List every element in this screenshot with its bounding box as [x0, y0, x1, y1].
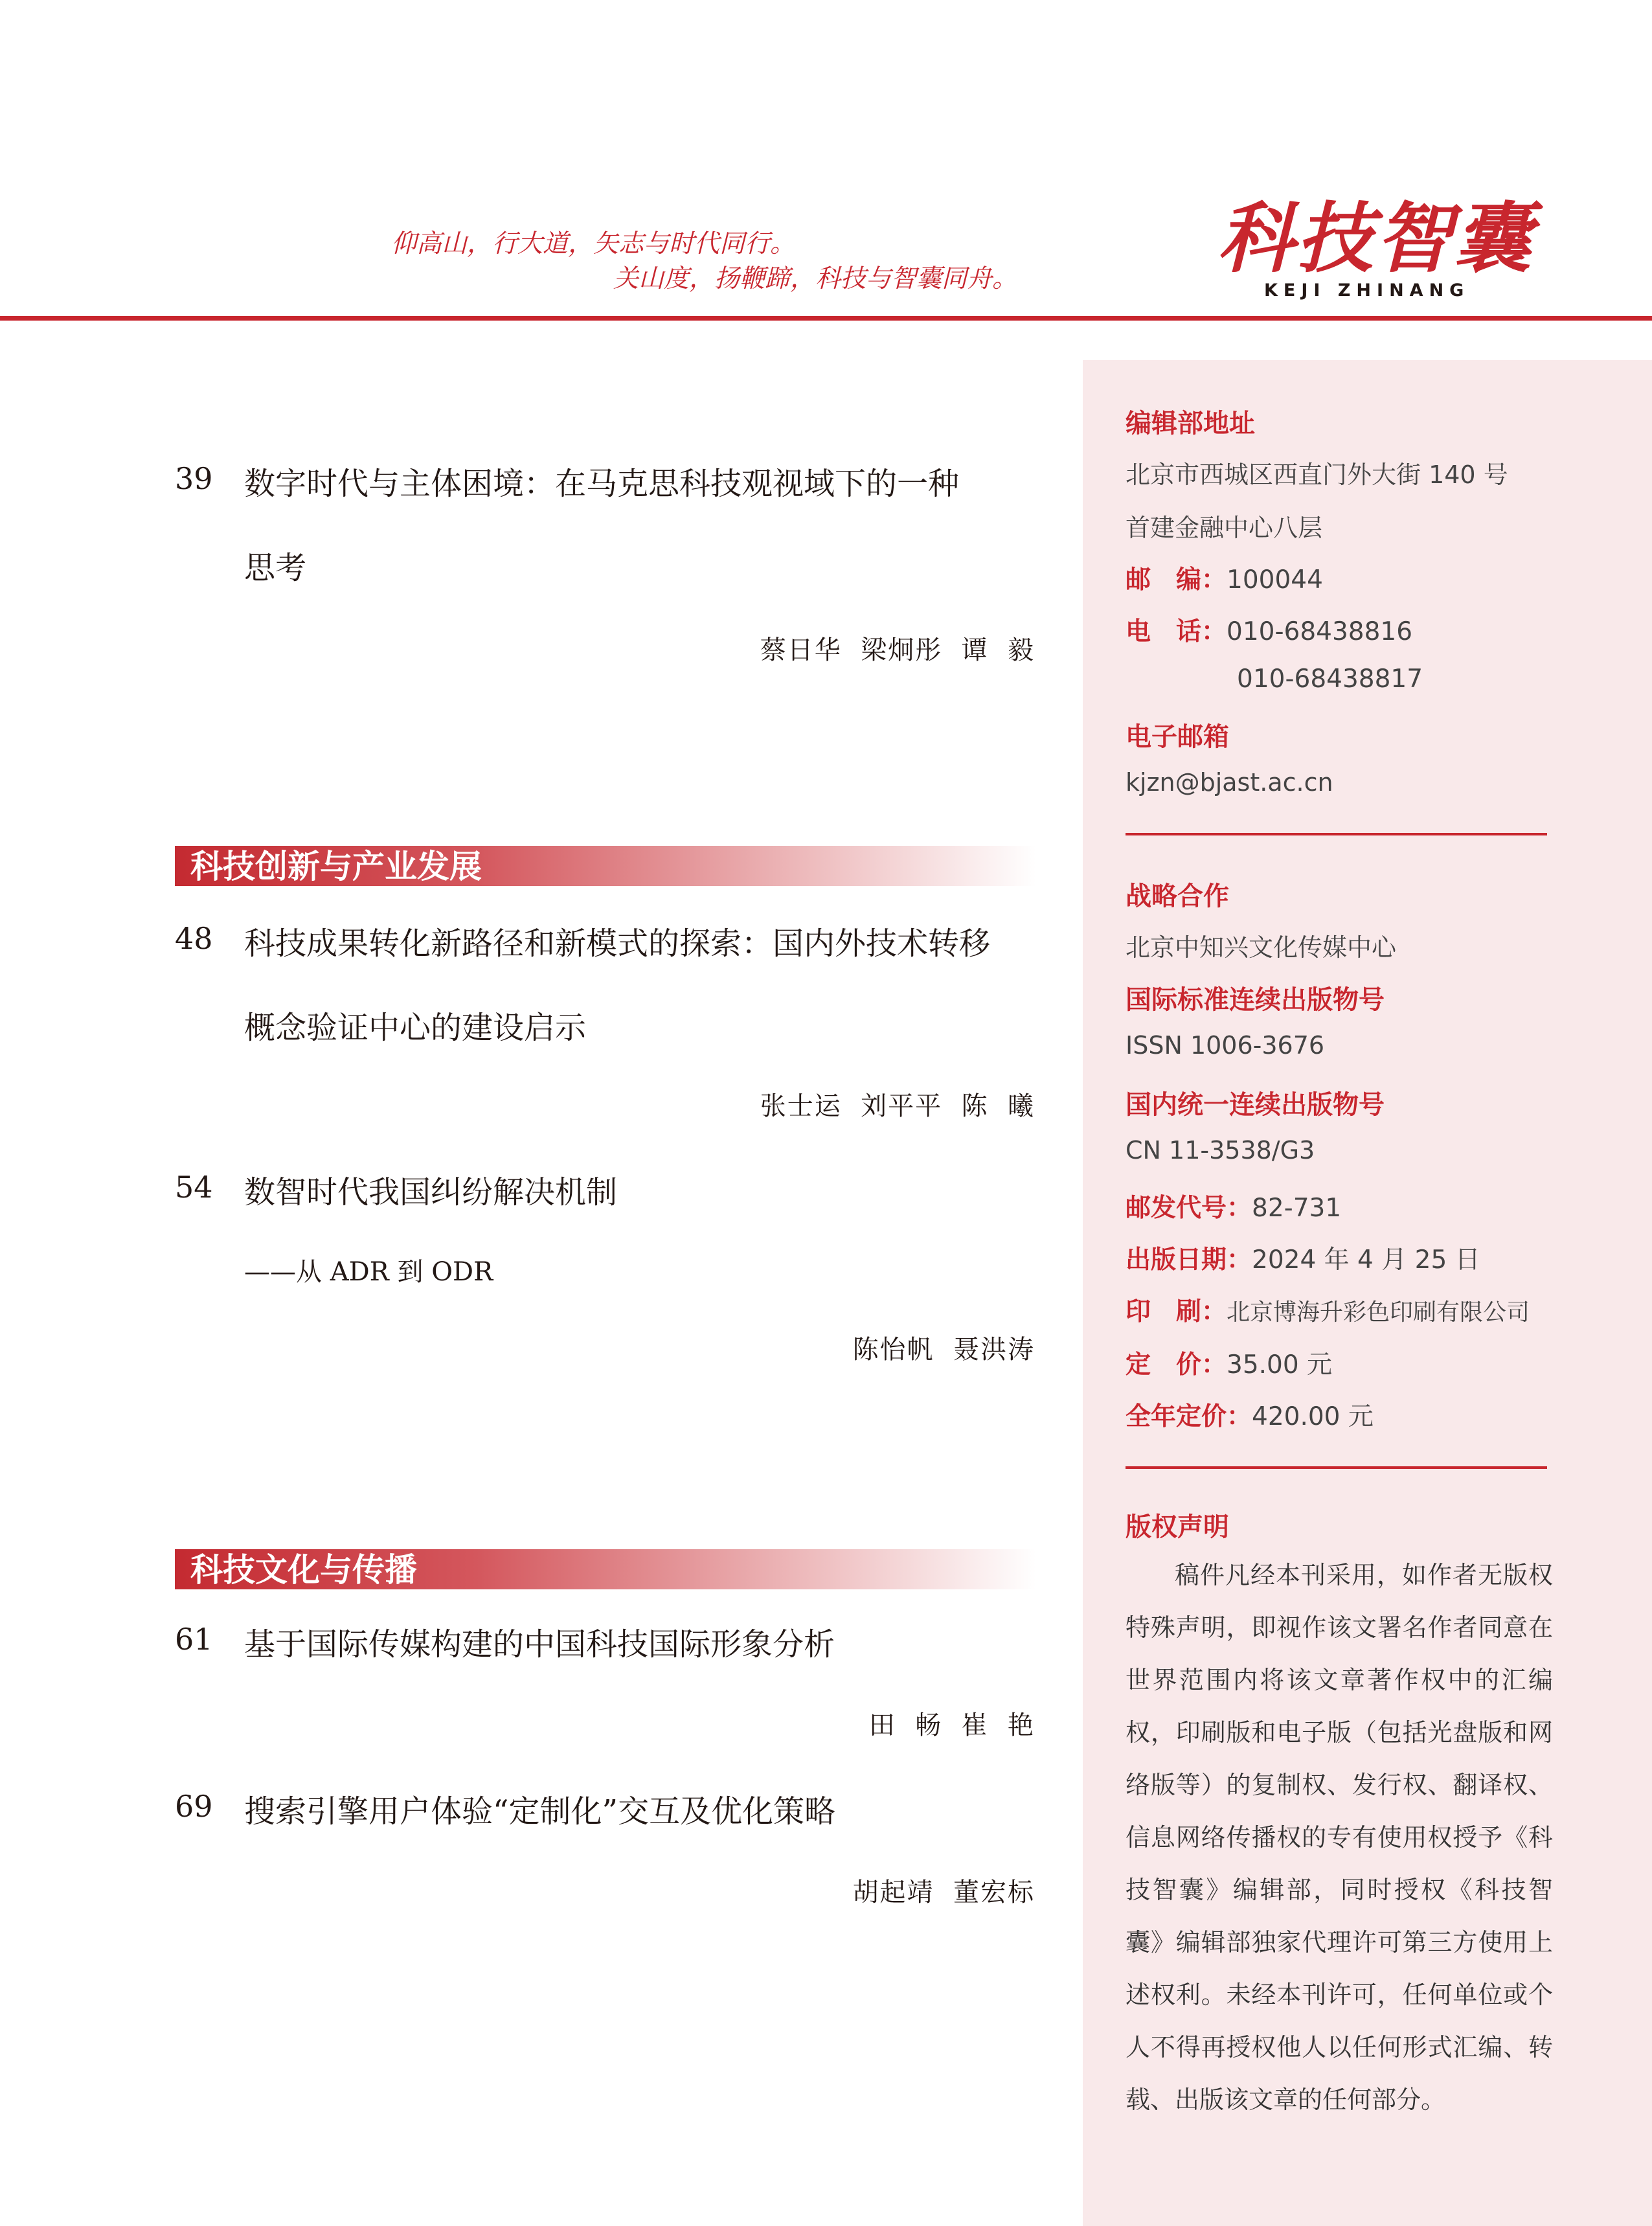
toc-title: 数智时代我国纠纷解决机制 [244, 1174, 618, 1210]
section-title: 科技创新与产业发展 [190, 848, 482, 885]
phone-value-1: 010-68438816 [1227, 617, 1413, 646]
annual-price-value: 420.00 元 [1252, 1402, 1374, 1431]
issn-value: ISSN 1006-3676 [1126, 1031, 1325, 1060]
cn-value: CN 11-3538/G3 [1126, 1136, 1315, 1164]
annual-price-label: 全年定价： [1126, 1402, 1252, 1431]
annual-price-row [1126, 1396, 1374, 1433]
mail-code-value: 82-731 [1252, 1194, 1342, 1223]
panel-divider [1126, 833, 1547, 835]
mail-code-label: 邮发代号： [1126, 1194, 1252, 1223]
toc-title: 科技成果转化新路径和新模式的探索：国内外技术转移 [244, 926, 991, 962]
issn-heading: 国际标准连续出版物号 [1126, 985, 1385, 1015]
price-label: 定 价： [1126, 1350, 1227, 1380]
toc-authors: 张士运 刘平平 陈 曦 [760, 1091, 1035, 1121]
price-value: 35.00 元 [1227, 1350, 1333, 1380]
magazine-logo: 科技智囊 [1217, 193, 1534, 283]
toc-title: 数字时代与主体困境：在马克思科技观视域下的一种 [244, 466, 960, 502]
toc-authors: 陈怡帆 聂洪涛 [852, 1335, 1035, 1365]
toc-page-number: 48 [175, 921, 213, 956]
copyright-statement: 稿件凡经本刊采用，如作者无版权特殊声明，即视作该文署名作者同意在世界范围内将该文章著作权中的汇编权，印刷版和电子版（包括光盘版和网络版等）的复制权、发行权、翻译权、信息网络传播权的专有使用权授予《科技智囊》编辑部，同时授权《科技智囊》编辑部独家代理许可第三方使用上述权利。未经本刊许可，任何单位或个人不得再授权他人以任何形式汇编、转载、出版该文章的任何部分。 [1126, 1561, 1553, 2114]
panel-divider [1126, 1466, 1547, 1469]
toc-title-continued: 概念验证中心的建设启示 [244, 1010, 587, 1046]
printer-label: 印 刷： [1126, 1297, 1227, 1326]
toc-title-continued: 思考 [244, 550, 307, 586]
toc-page-number: 39 [175, 461, 213, 496]
address-heading: 编辑部地址 [1126, 409, 1255, 438]
pub-date-row [1126, 1240, 1480, 1276]
toc-authors: 蔡日华 梁炯彤 谭 毅 [760, 635, 1035, 665]
price-row [1126, 1345, 1332, 1381]
phone-row-2 [1237, 664, 1423, 694]
printer-value: 北京博海升彩色印刷有限公司 [1227, 1299, 1530, 1326]
slogan-line-2: 关山度，扬鞭蹄，科技与智囊同舟。 [613, 264, 1018, 293]
cn-heading: 国内统一连续出版物号 [1126, 1090, 1385, 1120]
postcode-label: 邮 编： [1126, 565, 1227, 595]
partner-value: 北京中知兴文化传媒中心 [1126, 933, 1397, 962]
section-header-innovation [175, 846, 1036, 886]
copyright-heading: 版权声明 [1126, 1512, 1229, 1542]
toc-page-number: 61 [175, 1622, 213, 1657]
printer-row [1126, 1291, 1530, 1328]
postcode-row [1126, 560, 1323, 596]
toc-title: 基于国际传媒构建的中国科技国际形象分析 [244, 1626, 835, 1663]
toc-page-number: 54 [175, 1170, 213, 1205]
address-line-1: 北京市西城区西直门外大街 140 号 [1126, 460, 1508, 489]
email-heading: 电子邮箱 [1126, 722, 1229, 752]
pub-date-value: 2024 年 4 月 25 日 [1252, 1245, 1480, 1275]
pub-date-label: 出版日期： [1126, 1245, 1252, 1275]
section-header-culture [175, 1549, 1036, 1589]
toc-title: 搜索引擎用户体验“定制化”交互及优化策略 [244, 1793, 836, 1830]
toc-authors: 田 畅 崔 艳 [868, 1710, 1035, 1740]
partner-heading: 战略合作 [1126, 881, 1229, 911]
mail-code-row [1126, 1188, 1341, 1224]
toc-authors: 胡起靖 董宏标 [852, 1878, 1035, 1907]
slogan-line-1: 仰高山，行大道，矢志与时代同行。 [391, 229, 796, 258]
toc-subtitle: ——从 ADR 到 ODR [244, 1257, 493, 1287]
header-divider [0, 316, 1652, 321]
section-title: 科技文化与传播 [190, 1551, 417, 1589]
postcode-value: 100044 [1227, 565, 1323, 595]
address-line-2: 首建金融中心八层 [1126, 514, 1323, 542]
toc-page-number: 69 [175, 1789, 213, 1824]
magazine-logo-pinyin: KEJI ZHINANG [1264, 280, 1470, 301]
phone-value-2: 010-68438817 [1237, 664, 1423, 694]
email-value[interactable]: kjzn@bjast.ac.cn [1126, 768, 1333, 797]
phone-row [1126, 611, 1412, 648]
phone-label: 电 话： [1126, 617, 1227, 646]
